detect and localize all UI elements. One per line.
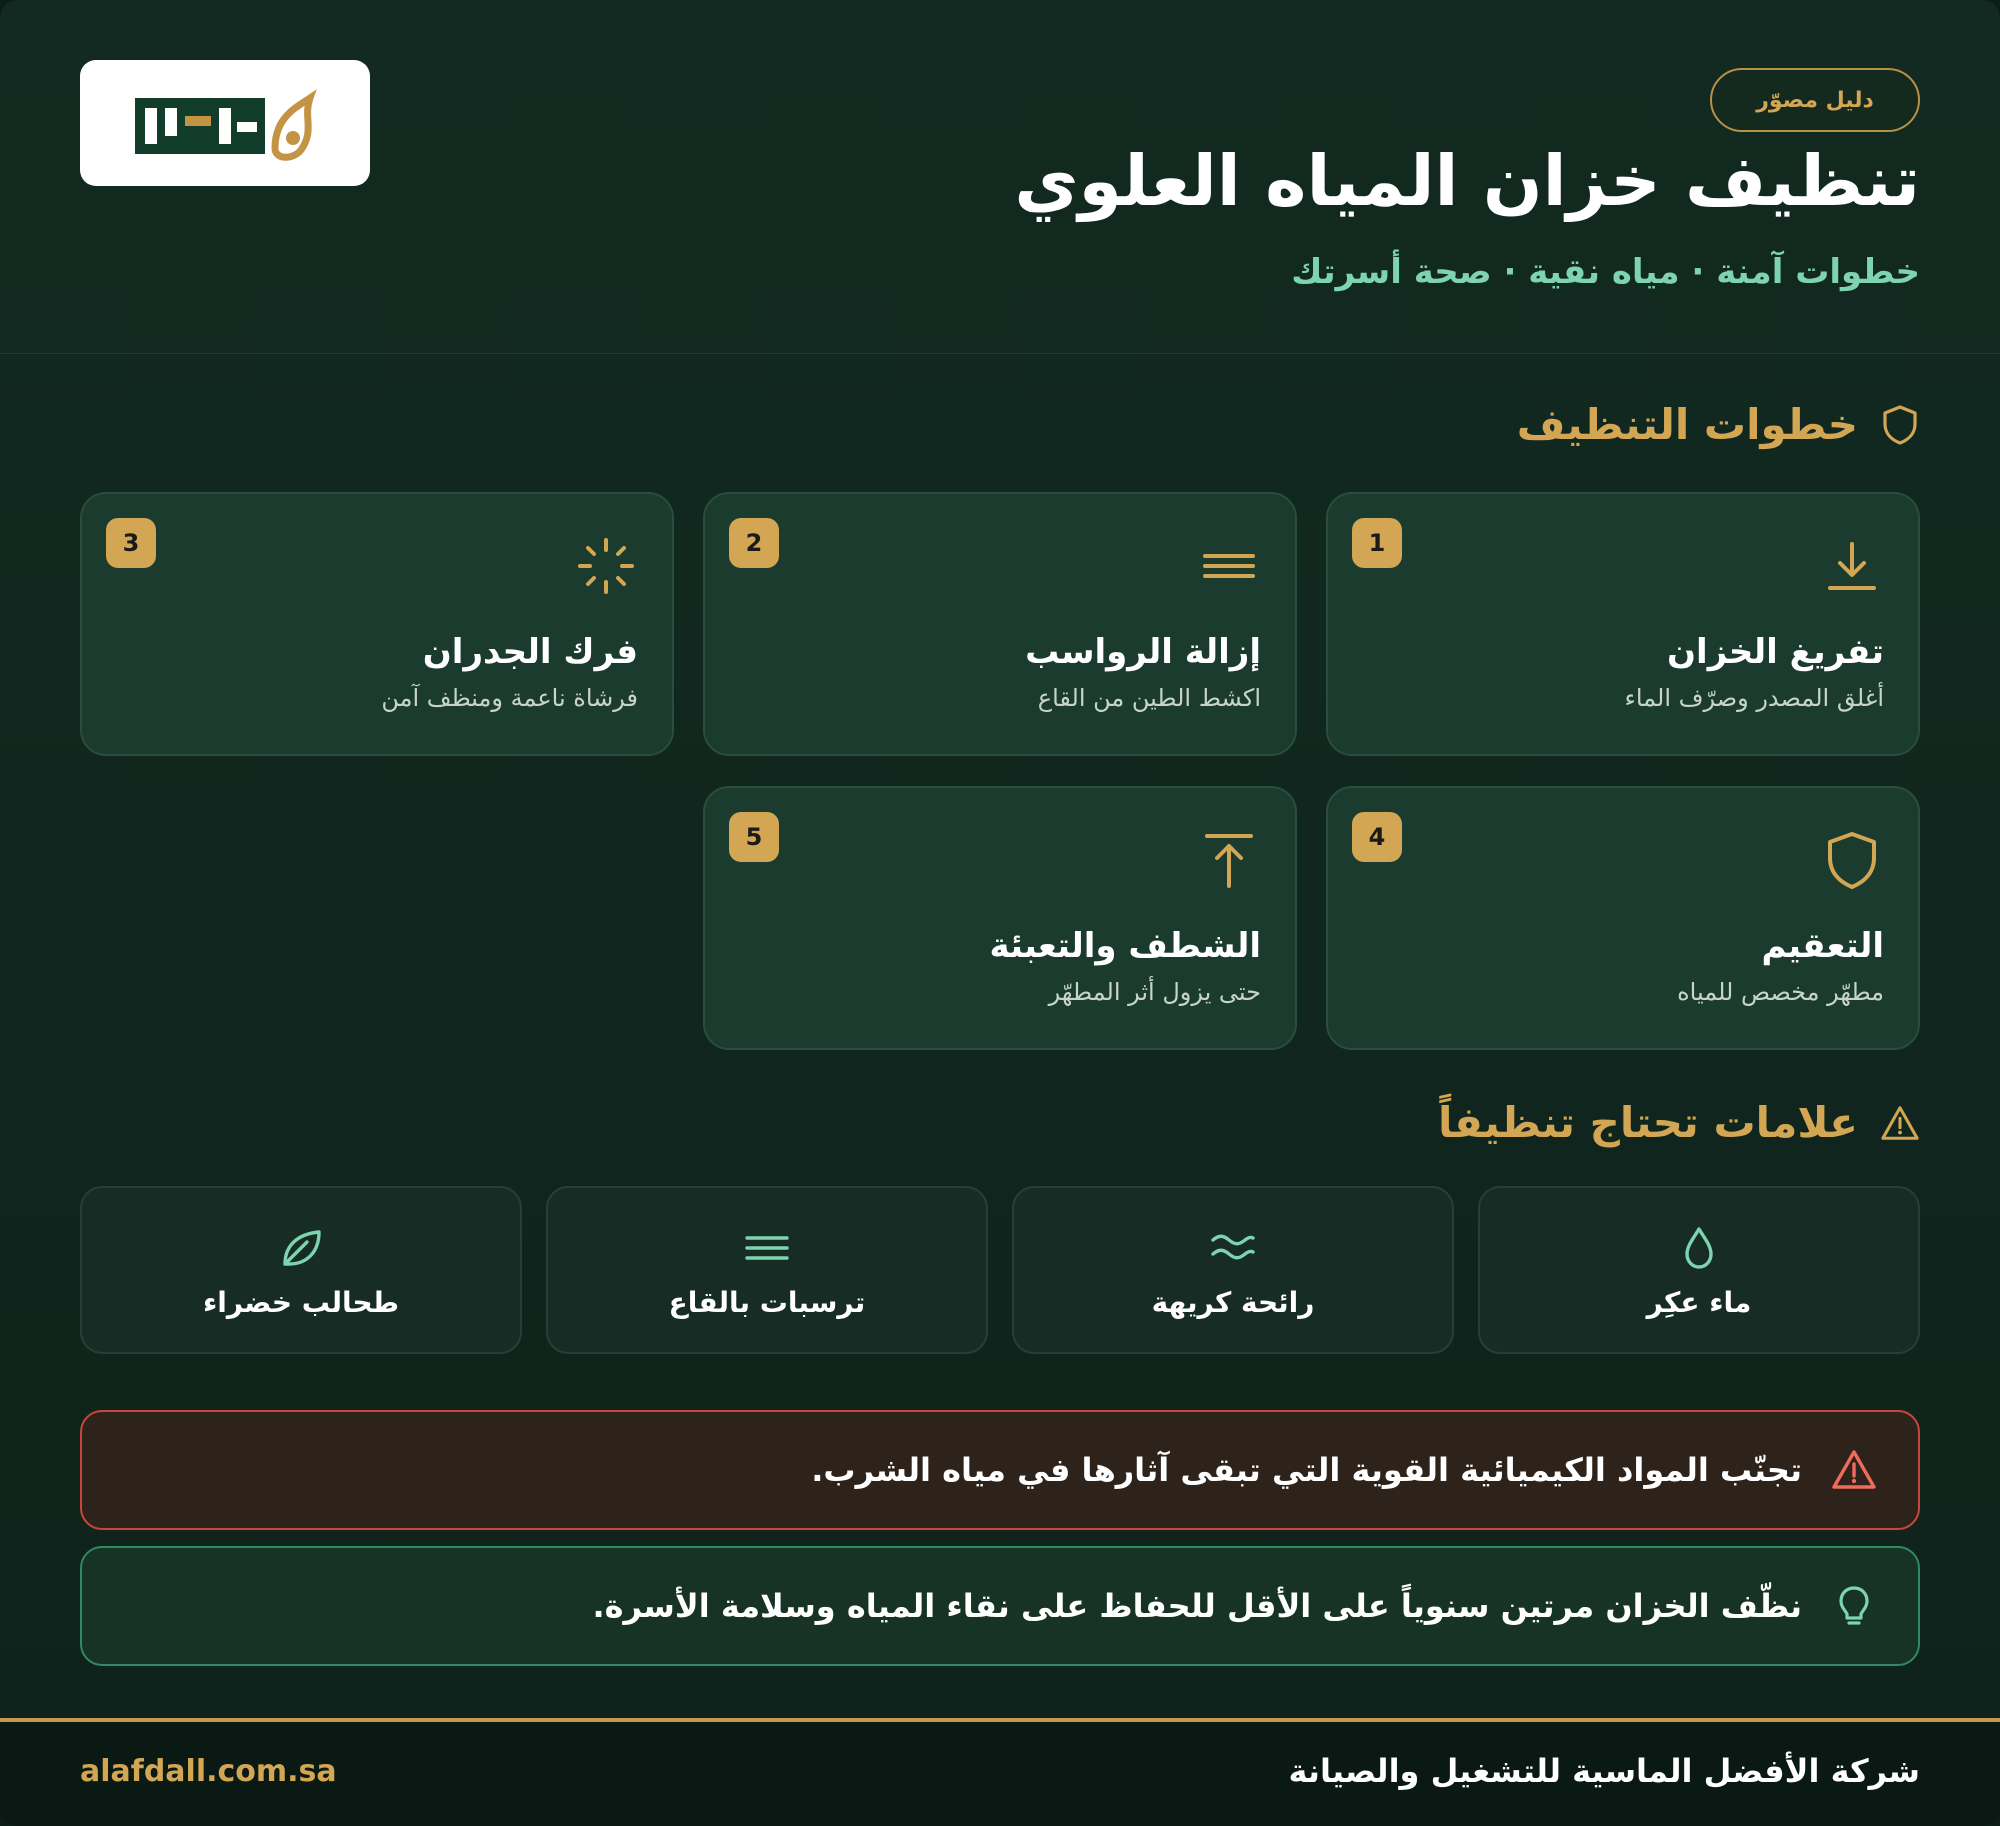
step-card-2 — [703, 492, 1297, 756]
step-title: تفريغ الخزان — [1667, 632, 1884, 672]
waves-icon — [1209, 1224, 1257, 1272]
steps-section-title: خطوات التنظيف — [1517, 400, 1920, 449]
sparkle-icon — [574, 534, 638, 598]
warning-icon — [1830, 1446, 1878, 1494]
lightbulb-icon — [1830, 1582, 1878, 1630]
step-card-4 — [1326, 786, 1920, 1050]
page-subtitle: خطوات آمنة · مياه نقية · صحة أسرتك — [1291, 252, 1920, 292]
footer-website-link[interactable]: alafdall.com.sa — [80, 1754, 337, 1789]
download-icon — [1820, 534, 1884, 598]
page-title: تنظيف خزان المياه العلوي — [1014, 140, 1920, 222]
sign-card-1 — [1478, 1186, 1920, 1354]
sign-label: رائحة كريهة — [1151, 1286, 1315, 1319]
warning-alert — [80, 1410, 1920, 1530]
step-number: 4 — [1352, 812, 1402, 862]
step-number: 1 — [1352, 518, 1402, 568]
lines-icon — [743, 1224, 791, 1272]
shield-icon — [1820, 828, 1884, 892]
step-title: التعقيم — [1761, 926, 1884, 966]
tip-alert — [80, 1546, 1920, 1666]
step-card-1 — [1326, 492, 1920, 756]
shield-icon — [1880, 404, 1920, 446]
guide-badge: دليل مصوّر — [1710, 68, 1920, 132]
company-logo — [80, 60, 370, 186]
step-number: 5 — [729, 812, 779, 862]
step-description: أغلق المصدر وصرّف الماء — [1624, 684, 1884, 712]
step-card-3 — [80, 492, 674, 756]
footer — [0, 1722, 2000, 1826]
step-description: اكشط الطين من القاع — [1037, 684, 1261, 712]
footer-company-name: شركة الأفضل الماسية للتشغيل والصيانة — [1288, 1752, 1920, 1790]
step-number: 3 — [106, 518, 156, 568]
step-card-5 — [703, 786, 1297, 1050]
lines-icon — [1197, 534, 1261, 598]
signs-section-title: علامات تحتاج تنظيفاً — [1438, 1098, 1920, 1147]
droplet-icon — [1675, 1224, 1723, 1272]
step-number: 2 — [729, 518, 779, 568]
header — [0, 0, 2000, 354]
upload-icon — [1197, 828, 1261, 892]
warning-text: تجنّب المواد الكيميائية القوية التي تبقى آثارها في مياه الشرب. — [811, 1451, 1802, 1489]
sign-label: طحالب خضراء — [202, 1286, 400, 1319]
step-description: مطهّر مخصص للمياه — [1677, 978, 1884, 1006]
sign-label: ماء عكِر — [1646, 1286, 1752, 1319]
sign-label: ترسبات بالقاع — [668, 1286, 866, 1319]
step-title: فرك الجدران — [422, 632, 638, 672]
sign-card-4 — [80, 1186, 522, 1354]
step-title: الشطف والتعبئة — [989, 926, 1261, 966]
tip-text: نظّف الخزان مرتين سنوياً على الأقل للحفاظ على نقاء المياه وسلامة الأسرة. — [592, 1587, 1802, 1625]
sign-card-3 — [546, 1186, 988, 1354]
step-description: فرشاة ناعمة ومنظف آمن — [381, 684, 638, 712]
sign-card-2 — [1012, 1186, 1454, 1354]
leaf-icon — [277, 1224, 325, 1272]
warning-icon — [1880, 1102, 1920, 1144]
step-title: إزالة الرواسب — [1025, 632, 1261, 672]
step-description: حتى يزول أثر المطهّر — [1048, 978, 1261, 1006]
